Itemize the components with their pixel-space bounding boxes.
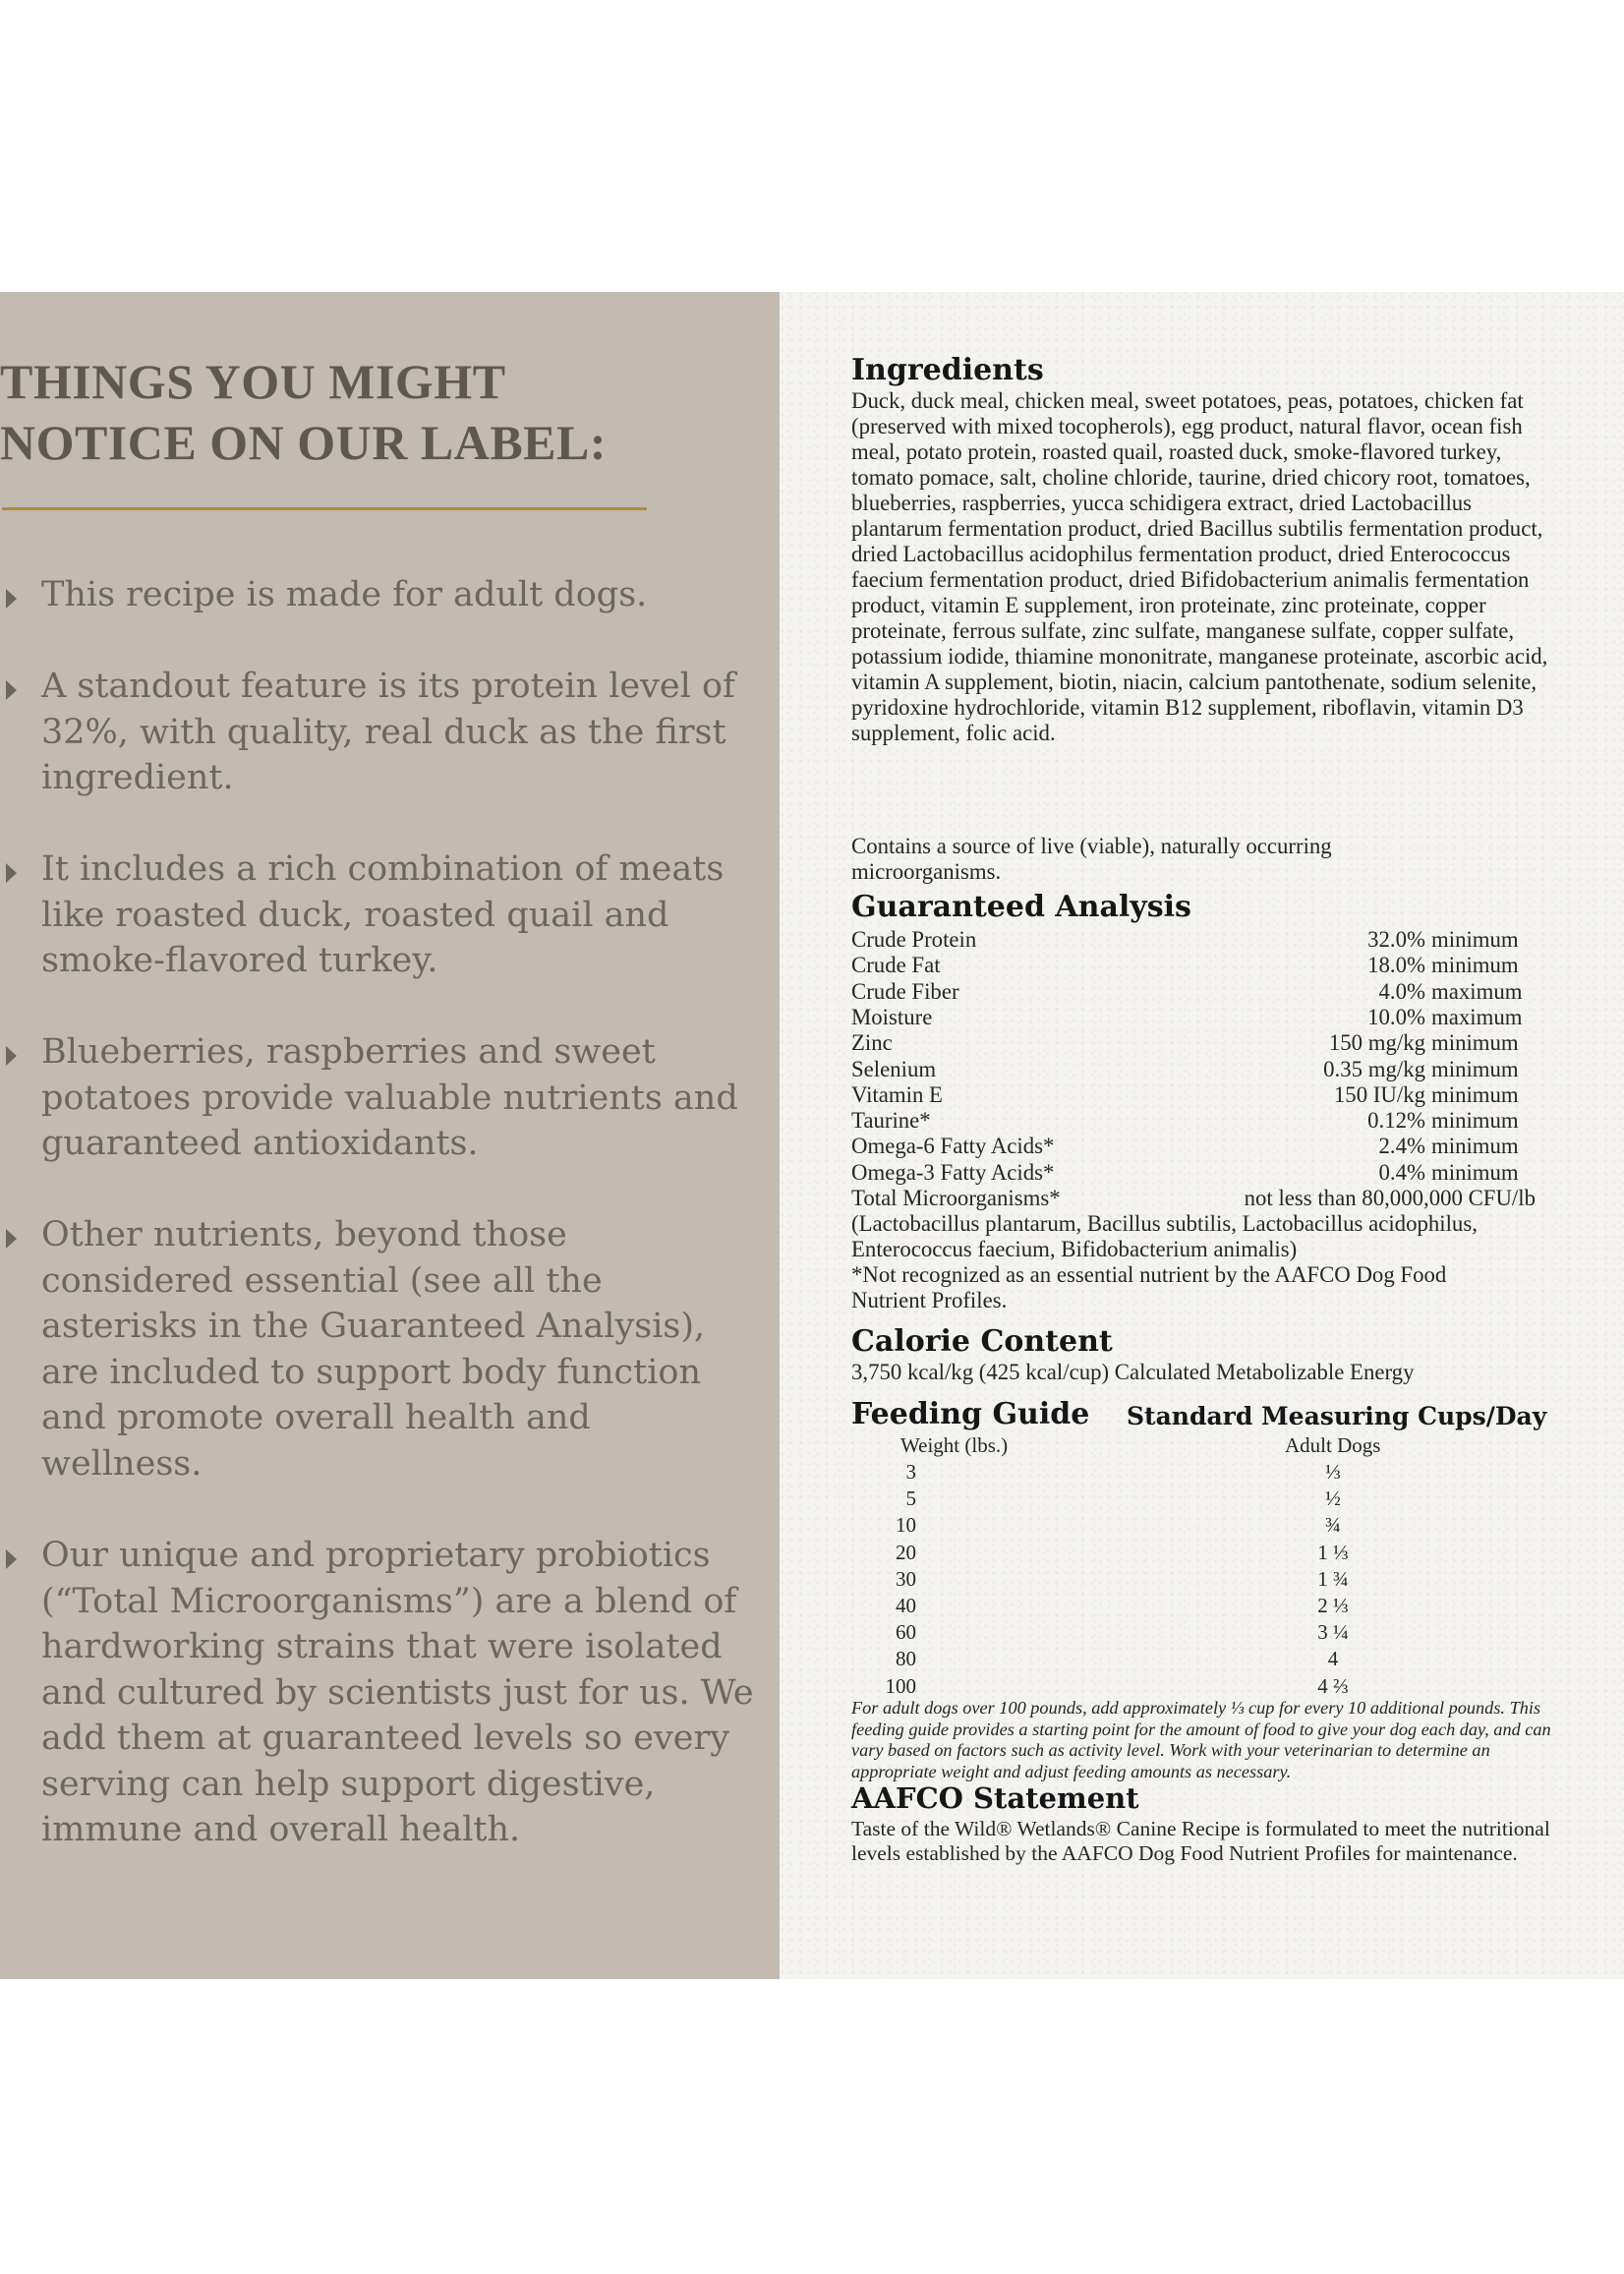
feeding-guide-note: For adult dogs over 100 pounds, add approximately ⅓ cup for every 10 additional pounds. This feeding guide provides a starting point for the amount of food to give your dog each day, and can vary based on factors such as activity level. Work with your veterinarian to determine an appropriate weight and adjust feeding amounts as necessary. — [851, 1698, 1551, 1781]
ga-nutrient-value: 2.4% — [1378, 1134, 1425, 1159]
ga-footnote: *Not recognized as an essential nutrient by the AAFCO Dog Food Nutrient Profiles. — [851, 1262, 1447, 1312]
ga-nutrient-name: Moisture — [851, 1004, 933, 1029]
ga-qualifier: maximum — [1431, 978, 1523, 1004]
feeding-row — [851, 1486, 1441, 1512]
feeding-weight: 20 — [896, 1540, 916, 1564]
note-item: Our unique and proprietary probiotics (“Total Microorganisms”) are a blend of hardworking strains that were isolated and cultured by scientists just for us. We add them at guaranteed levels so every serving can help support digestive, immune and overall health. — [41, 1536, 754, 1849]
ga-nutrient-value: 150 IU/kg — [1333, 1081, 1425, 1107]
nutrition-label-panel — [780, 292, 1624, 1979]
ga-nutrient-value: 0.4% — [1378, 1159, 1425, 1185]
ga-nutrient-name: Crude Fiber — [851, 978, 959, 1004]
feeding-cups: 4 ⅔ — [1317, 1673, 1349, 1698]
arrow-bullet-icon — [6, 589, 17, 609]
live-microorganisms-note: Contains a source of live (viable), naturally occurring microorganisms. — [851, 834, 1332, 884]
feeding-weight: 30 — [896, 1566, 916, 1591]
ga-row — [851, 1108, 1539, 1134]
feeding-cups: ½ — [1325, 1487, 1341, 1511]
ga-row — [851, 979, 1539, 1005]
ga-qualifier: minimum — [1431, 1108, 1519, 1134]
ga-row — [851, 953, 1539, 978]
feeding-guide-heading: Feeding Guide — [851, 1397, 1090, 1431]
note-item: Other nutrients, beyond those considered essential (see all the asterisks in the Guaranteed Analysis), are included to support body function and promote overall health and wellness. — [41, 1215, 706, 1484]
ga-qualifier: minimum — [1431, 1081, 1519, 1107]
ga-nutrient-value: 0.12% — [1367, 1108, 1425, 1134]
ga-nutrient-name: Total Microorganisms* — [851, 1186, 1061, 1210]
note-item: It includes a rich combination of meats like roasted duck, roasted quail and smoke-flavored turkey. — [41, 849, 725, 980]
ga-qualifier: maximum — [1431, 1004, 1523, 1029]
ga-nutrient-value: not less than 80,000,000 CFU/lb — [1244, 1186, 1536, 1210]
feeding-weight: 3 — [905, 1460, 916, 1484]
panel-title-line-1: THINGS YOU MIGHT — [0, 354, 506, 409]
ga-nutrient-name: Omega-6 Fatty Acids* — [851, 1134, 1055, 1159]
ga-row — [851, 1082, 1539, 1108]
feeding-row — [851, 1459, 1441, 1486]
ga-strains-note: (Lactobacillus plantarum, Bacillus subtilis, Lactobacillus acidophilus, Enterococcus faecium, Bifidobacterium animalis) — [851, 1211, 1478, 1261]
arrow-bullet-icon — [6, 1229, 17, 1249]
feeding-row — [851, 1646, 1441, 1672]
calorie-content-text: 3,750 kcal/kg (425 kcal/cup) Calculated Metabolizable Energy — [851, 1360, 1415, 1384]
ga-qualifier: minimum — [1431, 1056, 1519, 1081]
note-item: This recipe is made for adult dogs. — [41, 575, 648, 614]
ga-qualifier: minimum — [1431, 1159, 1519, 1185]
feeding-weight: 100 — [885, 1673, 916, 1698]
ga-qualifier: minimum — [1431, 927, 1519, 952]
ga-nutrient-name: Vitamin E — [851, 1081, 943, 1107]
feeding-row — [851, 1619, 1441, 1646]
ga-nutrient-name: Crude Fat — [851, 953, 941, 978]
feeding-guide-subheading: Standard Measuring Cups/Day — [1127, 1402, 1547, 1430]
ga-nutrient-value: 32.0% — [1367, 927, 1425, 952]
feeding-cups: 2 ⅓ — [1317, 1594, 1349, 1617]
ga-row — [851, 1160, 1539, 1186]
aafco-heading: AAFCO Statement — [851, 1781, 1139, 1815]
feeding-weight: 5 — [905, 1487, 916, 1511]
feeding-cups: 3 ¼ — [1317, 1620, 1349, 1645]
feeding-weight: 40 — [896, 1594, 916, 1617]
ga-row — [851, 1005, 1539, 1030]
feeding-cups: 1 ¾ — [1317, 1566, 1349, 1591]
ga-nutrient-name: Selenium — [851, 1056, 937, 1081]
feeding-cups: 4 — [1327, 1647, 1339, 1671]
ga-nutrient-name: Crude Protein — [851, 927, 977, 952]
note-item: Blueberries, raspberries and sweet potatoes provide valuable nutrients and guaranteed antioxidants. — [41, 1032, 738, 1163]
feeding-row — [851, 1540, 1441, 1566]
arrow-bullet-icon — [6, 680, 17, 700]
feeding-weight: 60 — [896, 1620, 916, 1645]
ingredients-list: Duck, duck meal, chicken meal, sweet potatoes, peas, potatoes, chicken fat (preserved with mixed tocopherols), egg product, natural flavor, ocean fish meal, potato protein, roasted quail, roasted duck, smoke-flavored turkey, tomato pomace, salt, choline chloride, taurine, dried chicory root, tomatoes, blueberries, raspberries, yucca schidigera extract, dried Lactobacillus plantarum fermentation product, dried Bacillus subtilis fermentation product, dried Lactobacillus acidophilus fermentation product, dried Enterococcus faecium fermentation product, dried Bifidobacterium animalis fermentation product, vitamin E supplement, iron proteinate, zinc proteinate, copper proteinate, ferrous sulfate, zinc sulfate, manganese sulfate, copper sulfate, potassium iodide, thiamine mononitrate, manganese proteinate, ascorbic acid, vitamin A supplement, biotin, niacin, calcium pantothenate, sodium selenite, pyridoxine hydrochloride, vitamin B12 supplement, riboflavin, vitamin D3 supplement, folic acid. — [851, 388, 1548, 745]
feeding-cups: ⅓ — [1325, 1460, 1341, 1484]
ga-qualifier: minimum — [1431, 953, 1519, 978]
ingredients-heading: Ingredients — [851, 353, 1044, 387]
ga-nutrient-value: 150 mg/kg — [1328, 1030, 1425, 1056]
feeding-col-cups: Adult Dogs — [1285, 1433, 1381, 1457]
panel-title — [0, 351, 607, 473]
ga-row-microorganisms — [851, 1186, 1539, 1211]
ga-row — [851, 1134, 1539, 1159]
feeding-cups: 1 ⅓ — [1317, 1540, 1349, 1564]
ga-nutrient-value: 10.0% — [1367, 1004, 1425, 1029]
feeding-row — [851, 1673, 1441, 1700]
feeding-col-weight: Weight (lbs.) — [900, 1433, 1009, 1457]
aafco-statement: Taste of the Wild® Wetlands® Canine Recipe is formulated to meet the nutritional levels established by the AAFCO Dog Food Nutrient Profiles for maintenance. — [851, 1817, 1550, 1865]
ga-nutrient-value: 18.0% — [1367, 953, 1425, 978]
ga-row — [851, 1057, 1539, 1082]
guaranteed-analysis-heading: Guaranteed Analysis — [851, 890, 1191, 924]
feeding-row — [851, 1566, 1441, 1593]
ga-nutrient-name: Omega-3 Fatty Acids* — [851, 1159, 1055, 1185]
label-highlights-panel — [0, 292, 780, 1979]
ga-qualifier: minimum — [1431, 1030, 1519, 1056]
panel-title-line-2: NOTICE ON OUR LABEL: — [0, 415, 608, 470]
feeding-row — [851, 1593, 1441, 1619]
feeding-weight: 10 — [896, 1513, 916, 1538]
arrow-bullet-icon — [6, 863, 17, 883]
ga-nutrient-value: 4.0% — [1378, 978, 1425, 1004]
ga-nutrient-name: Zinc — [851, 1030, 893, 1056]
arrow-bullet-icon — [6, 1046, 17, 1066]
feeding-cups: ¾ — [1325, 1513, 1341, 1538]
arrow-bullet-icon — [6, 1549, 17, 1569]
ga-nutrient-name: Taurine* — [851, 1108, 931, 1134]
note-item: A standout feature is its protein level of 32%, with quality, real duck as the first ingredient. — [41, 667, 735, 797]
ga-qualifier: minimum — [1431, 1134, 1519, 1159]
feeding-row — [851, 1512, 1441, 1539]
feeding-weight: 80 — [896, 1647, 916, 1671]
calorie-content-heading: Calorie Content — [851, 1324, 1113, 1359]
ga-row — [851, 1030, 1539, 1056]
title-divider — [2, 507, 647, 510]
ga-nutrient-value: 0.35 mg/kg — [1323, 1056, 1425, 1081]
ga-row — [851, 927, 1539, 953]
